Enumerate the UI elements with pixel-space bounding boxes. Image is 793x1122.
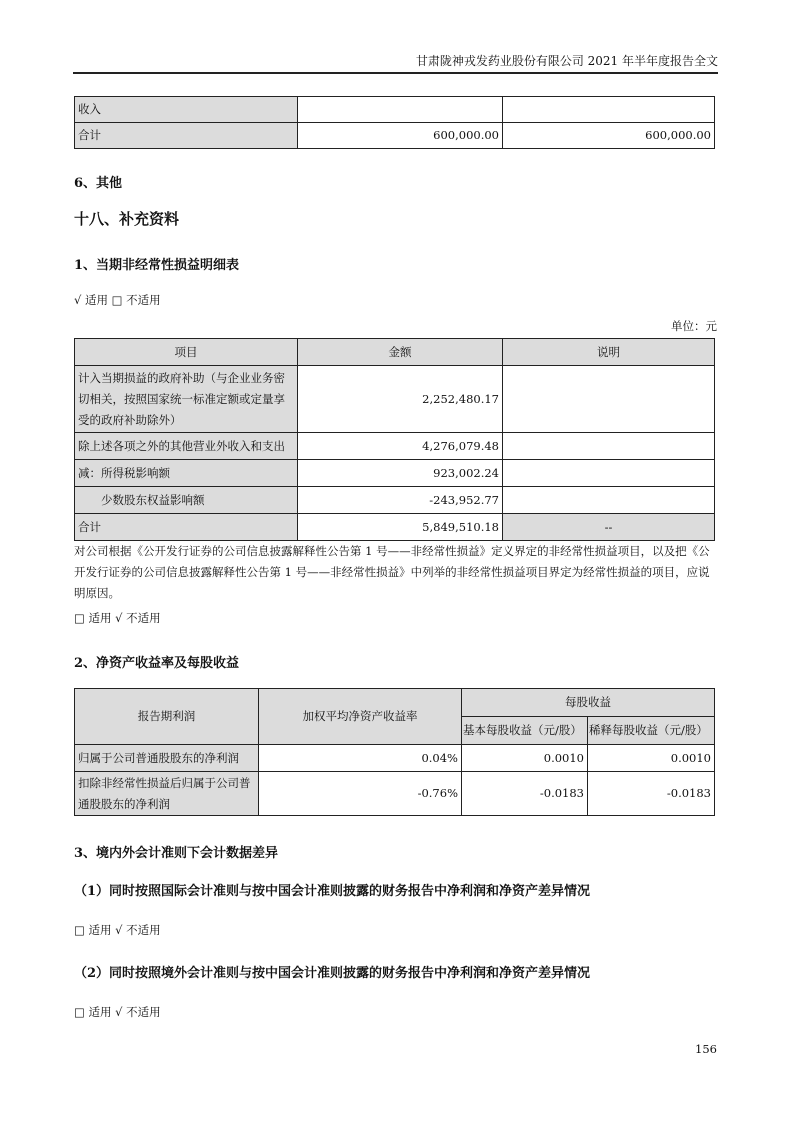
cell: 合计 [75, 123, 298, 149]
table-header-row [75, 689, 715, 717]
cell [503, 433, 715, 460]
header-cell: 项目 [75, 339, 298, 366]
cell: 扣除非经常性损益后归属于公司普通股股东的净利润 [75, 772, 259, 816]
subsection-3-heading: 3、境内外会计准则下会计数据差异 [74, 846, 279, 861]
cell: 923,002.24 [298, 460, 503, 487]
table-row [75, 433, 715, 460]
cell [503, 487, 715, 514]
cell: 0.0010 [588, 745, 715, 772]
cell: -243,952.77 [298, 487, 503, 514]
subsection-2-heading: 2、净资产收益率及每股收益 [74, 656, 240, 671]
note-paragraph: 对公司根据《公开发行证券的公司信息披露解释性公告第 1 号——非经常性损益》定义界定的非经常性损益项目，以及把《公开发行证券的公司信息披露解释性公告第 1 号——非经常性损益》中列举的非经常性损益项目界定为经常性损益的项目，应说明原因。 [74, 544, 710, 600]
applicability-4: □ 适用 √ 不适用 [74, 1005, 161, 1019]
cell [503, 366, 715, 433]
cell: 减：所得税影响额 [75, 460, 298, 487]
section-6-heading: 6、其他 [74, 176, 123, 191]
table-row [75, 487, 715, 514]
cell [503, 97, 715, 123]
subsection-1-heading: 1、当期非经常性损益明细表 [74, 258, 240, 273]
header-cell: 稀释每股收益（元/股） [588, 717, 715, 745]
subsection-3-2-heading: （2）同时按照境外会计准则与按中国会计准则披露的财务报告中净利润和净资产差异情况 [74, 966, 591, 981]
unit-label: 单位：元 [671, 319, 717, 333]
table-row [75, 514, 715, 541]
cell: 少数股东权益影响额 [75, 487, 298, 514]
header-cell: 基本每股收益（元/股） [462, 717, 588, 745]
cell: -0.76% [259, 772, 462, 816]
cell: 0.04% [259, 745, 462, 772]
cell: -- [503, 514, 715, 541]
applicability-3: □ 适用 √ 不适用 [74, 923, 161, 937]
section-18-heading: 十八、补充资料 [74, 210, 180, 228]
table-row [75, 366, 715, 433]
header-cell: 报告期利润 [75, 689, 259, 745]
cell: 收入 [75, 97, 298, 123]
cell: 5,849,510.18 [298, 514, 503, 541]
table-row [75, 745, 715, 772]
cell: 600,000.00 [298, 123, 503, 149]
table-nonrecurring [74, 338, 715, 541]
subsection-3-1-heading: （1）同时按照国际会计准则与按中国会计准则披露的财务报告中净利润和净资产差异情况 [74, 884, 591, 899]
cell [298, 97, 503, 123]
header-rule [73, 72, 718, 74]
cell: -0.0183 [588, 772, 715, 816]
table-row [75, 123, 715, 149]
cell [503, 460, 715, 487]
page-header: 甘肃陇神戎发药业股份有限公司 2021 年半年度报告全文 [415, 54, 718, 68]
table-row [75, 460, 715, 487]
cell: 2,252,480.17 [298, 366, 503, 433]
table-roe-eps [74, 688, 715, 816]
applicability-1: √ 适用 □ 不适用 [74, 293, 161, 307]
header-cell: 每股收益 [462, 689, 715, 717]
page-number: 156 [695, 1042, 717, 1056]
cell: 0.0010 [462, 745, 588, 772]
cell: -0.0183 [462, 772, 588, 816]
cell: 除上述各项之外的其他营业外收入和支出 [75, 433, 298, 460]
table-row [75, 97, 715, 123]
cell: 4,276,079.48 [298, 433, 503, 460]
cell: 合计 [75, 514, 298, 541]
header-cell: 加权平均净资产收益率 [259, 689, 462, 745]
cell: 计入当期损益的政府补助（与企业业务密切相关，按照国家统一标准定额或定量享受的政府补助除外） [75, 366, 298, 433]
table-top [74, 96, 715, 149]
header-cell: 金额 [298, 339, 503, 366]
applicability-2: □ 适用 √ 不适用 [74, 611, 161, 625]
table-header-row [75, 339, 715, 366]
cell: 600,000.00 [503, 123, 715, 149]
cell: 归属于公司普通股股东的净利润 [75, 745, 259, 772]
table-row [75, 772, 715, 816]
header-cell: 说明 [503, 339, 715, 366]
